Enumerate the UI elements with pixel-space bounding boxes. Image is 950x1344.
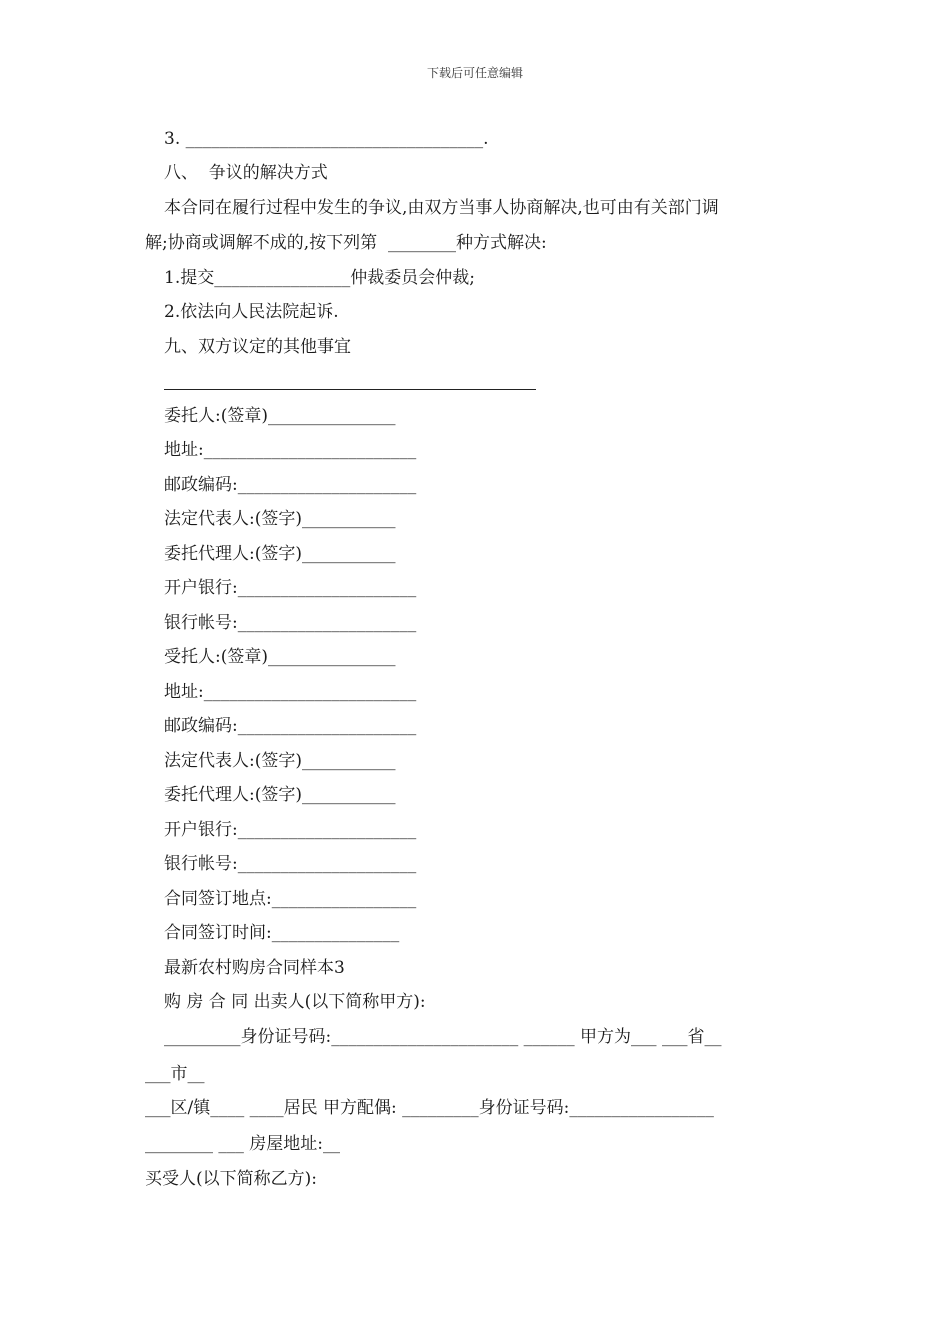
- signing-time-field: 合同签订时间:_______________: [164, 923, 400, 943]
- party-b-agent-field: 委托代理人:(签字)___________: [164, 785, 396, 805]
- section-8-title: 八、 争议的解决方式: [164, 163, 328, 183]
- page-header-note: 下载后可任意编辑: [426, 66, 523, 80]
- party-b-postcode-field: 邮政编码:_____________________: [164, 716, 417, 736]
- party-b-legal-rep-field: 法定代表人:(签字)___________: [164, 751, 396, 771]
- item-3-line: 3. ___________________________________.: [164, 129, 489, 149]
- party-a-agent-field: 委托代理人:(签字)___________: [164, 544, 396, 564]
- party-a-postcode-field: 邮政编码:_____________________: [164, 475, 417, 495]
- signing-place-field: 合同签订地点:_________________: [164, 889, 417, 909]
- sample-3-title: 最新农村购房合同样本3: [164, 958, 345, 978]
- seller-info-line-2: ___市__: [145, 1064, 205, 1084]
- option-court: 2.依法向人民法院起诉.: [164, 302, 339, 322]
- buyer-heading: 买受人(以下简称乙方):: [145, 1169, 317, 1189]
- party-a-legal-rep-field: 法定代表人:(签字)___________: [164, 509, 396, 529]
- dispute-paragraph-line-1: 本合同在履行过程中发生的争议,由双方当事人协商解决,也可由有关部门调: [164, 198, 719, 218]
- option-arbitration: 1.提交________________仲裁委员会仲裁;: [164, 268, 475, 288]
- party-b-address-field: 地址:_________________________: [164, 682, 417, 702]
- dispute-paragraph-line-2: 解;协商或调解不成的,按下列第 ________种方式解决:: [145, 233, 547, 253]
- party-a-bank-field: 开户银行:_____________________: [164, 578, 417, 598]
- contract-heading: 购 房 合 同 出卖人(以下简称甲方):: [164, 992, 426, 1012]
- party-a-address-field: 地址:_________________________: [164, 440, 417, 460]
- seller-info-line-3: ___区/镇____ ____居民 甲方配偶: _________身份证号码:_________________: [145, 1098, 714, 1118]
- seller-info-line-1: _________身份证号码:______________________ ______ 甲方为___ ___省__: [164, 1027, 722, 1047]
- other-matters-blank-line: [164, 389, 536, 390]
- party-a-principal-field: 委托人:(签章)_______________: [164, 406, 396, 426]
- section-9-title: 九、双方议定的其他事宜: [164, 337, 351, 357]
- party-b-account-field: 银行帐号:_____________________: [164, 854, 417, 874]
- seller-info-line-4: ________ ___ 房屋地址:__: [145, 1134, 341, 1154]
- party-b-principal-field: 受托人:(签章)_______________: [164, 647, 396, 667]
- party-b-bank-field: 开户银行:_____________________: [164, 820, 417, 840]
- party-a-account-field: 银行帐号:_____________________: [164, 613, 417, 633]
